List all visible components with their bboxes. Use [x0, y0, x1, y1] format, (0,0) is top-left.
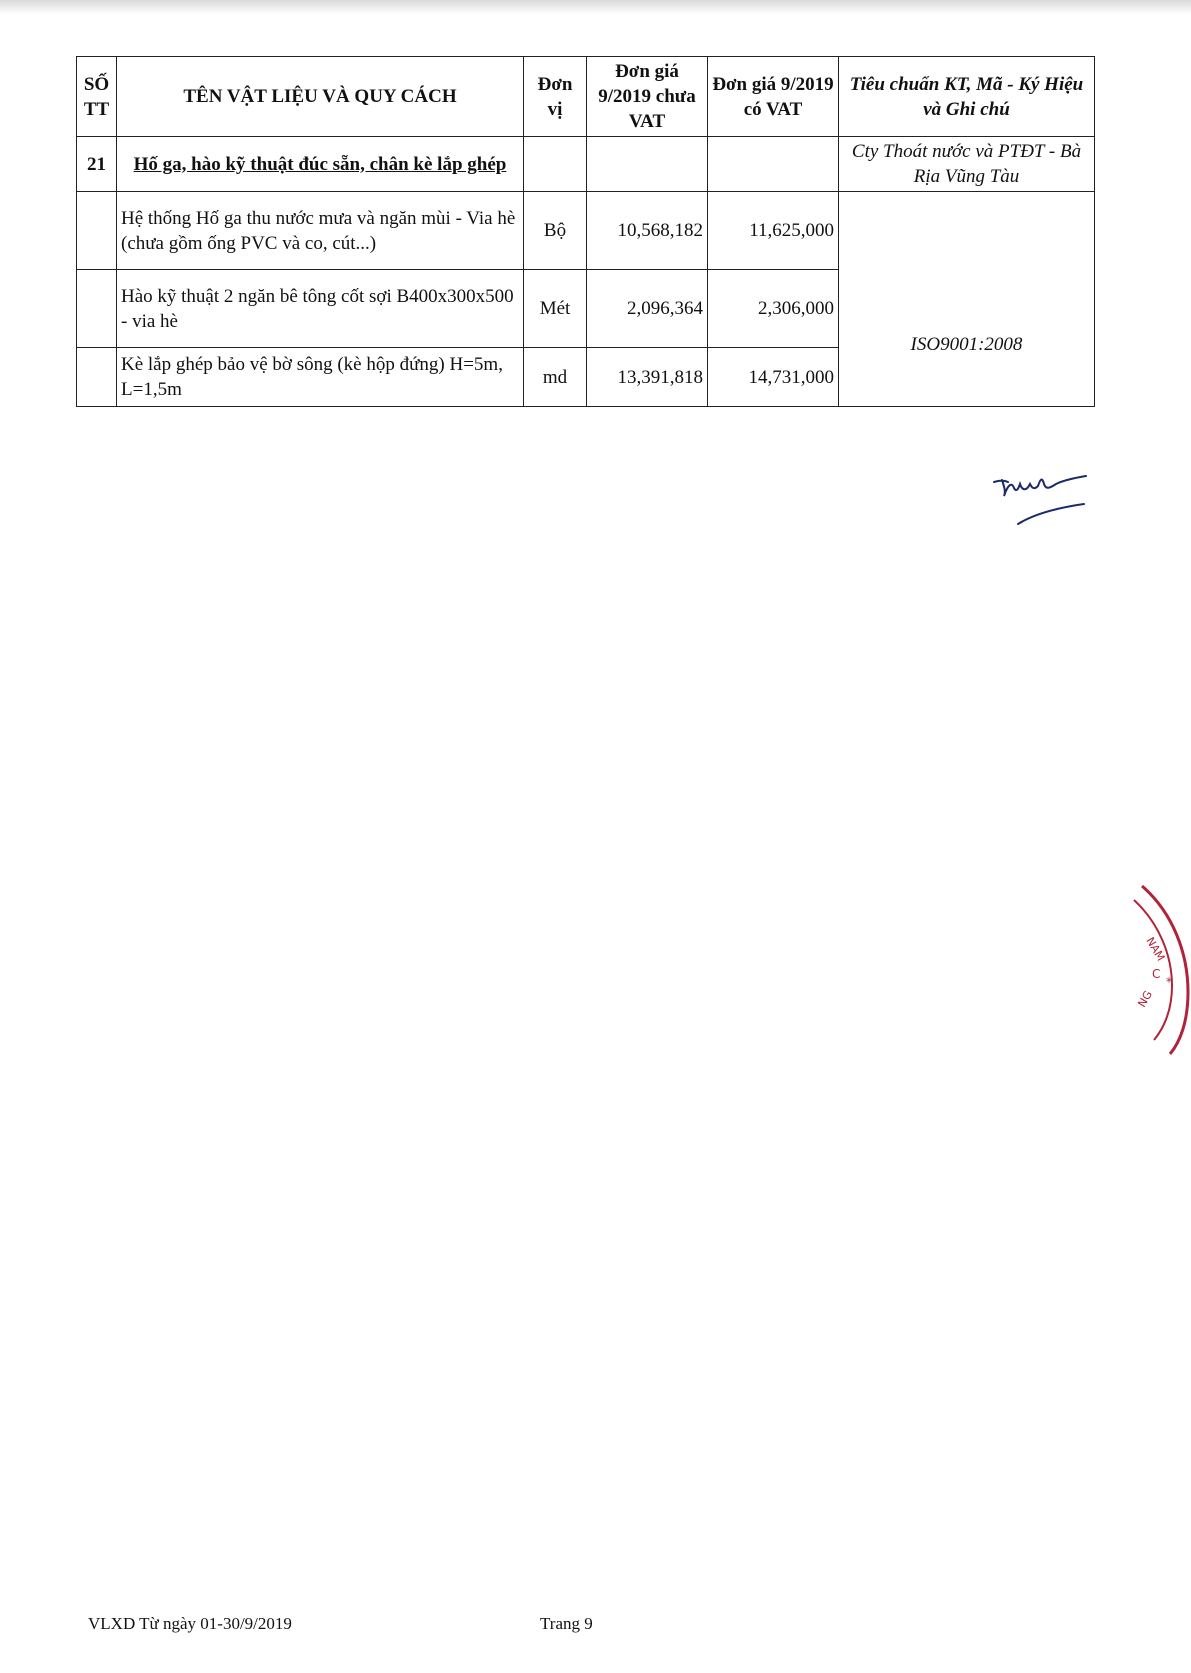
group-source: Cty Thoát nước và PTĐT - Bà Rịa Vũng Tàu [839, 137, 1095, 192]
header-name: TÊN VẬT LIỆU VÀ QUY CÁCH [117, 57, 524, 137]
item-price-vat: 11,625,000 [708, 192, 839, 270]
group-title: Hố ga, hào kỹ thuật đúc sẵn, chân kè lắp ghép [117, 137, 524, 192]
footer-period: VLXD Từ ngày 01-30/9/2019 [88, 1614, 292, 1633]
group-price-vat-cell [708, 137, 839, 192]
item-name: Hệ thống Hố ga thu nước mưa và ngăn mùi - Via hè (chưa gồm ống PVC và co, cút...) [117, 192, 524, 270]
header-stt: SỐ TT [77, 57, 117, 137]
item-price-vat: 2,306,000 [708, 270, 839, 348]
item-name: Hào kỹ thuật 2 ngăn bê tông cốt sợi B400x300x500 - via hè [117, 270, 524, 348]
row-stt-cell [77, 348, 117, 407]
standard-note: ISO9001:2008 [839, 192, 1095, 407]
svg-text:*: * [1166, 975, 1172, 989]
row-stt-cell [77, 270, 117, 348]
scan-edge [0, 0, 1191, 14]
page-number: Trang 9 [540, 1614, 593, 1633]
group-stt: 21 [77, 137, 117, 192]
company-stamp [1132, 882, 1191, 1057]
item-price-no-vat: 2,096,364 [587, 270, 708, 348]
item-unit: md [524, 348, 587, 407]
group-price-no-vat-cell [587, 137, 708, 192]
item-price-vat: 14,731,000 [708, 348, 839, 407]
header-unit: Đơn vị [524, 57, 587, 137]
item-name: Kè lắp ghép bảo vệ bờ sông (kè hộp đứng) H=5m, L=1,5m [117, 348, 524, 407]
svg-text:NAM: NAM [1143, 935, 1168, 964]
row-stt-cell [77, 192, 117, 270]
item-unit: Bộ [524, 192, 587, 270]
svg-text:C: C [1152, 967, 1161, 981]
svg-text:NG: NG [1135, 988, 1155, 1010]
item-price-no-vat: 13,391,818 [587, 348, 708, 407]
table-header-row [77, 57, 1095, 137]
header-price-vat: Đơn giá 9/2019 có VAT [708, 57, 839, 137]
group-unit-cell [524, 137, 587, 192]
header-note: Tiêu chuẩn KT, Mã - Ký Hiệu và Ghi chú [839, 57, 1095, 137]
header-price-no-vat: Đơn giá 9/2019 chưa VAT [587, 57, 708, 137]
price-table [76, 56, 1095, 407]
item-price-no-vat: 10,568,182 [587, 192, 708, 270]
group-row [77, 137, 1095, 192]
table-row [77, 192, 1095, 270]
signature-scribble [990, 468, 1090, 530]
item-unit: Mét [524, 270, 587, 348]
